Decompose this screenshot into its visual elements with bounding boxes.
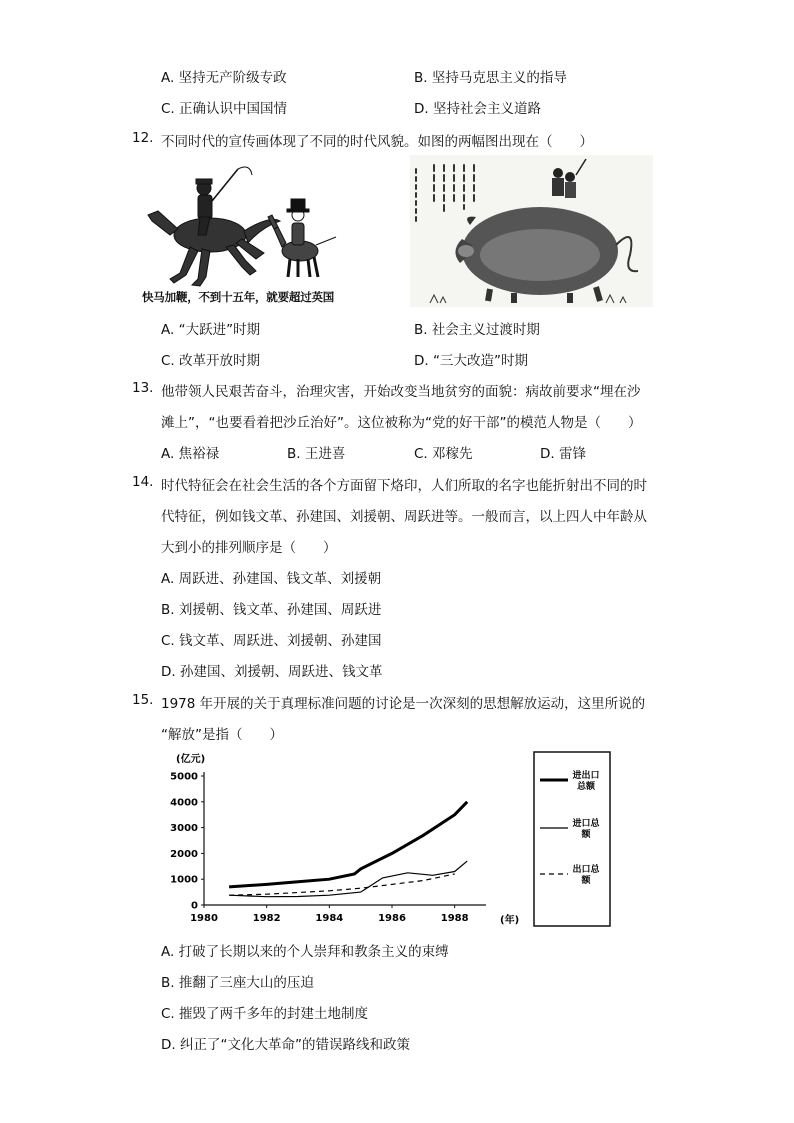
y-tick-label: 5000 bbox=[170, 771, 198, 783]
q12-option-d: D. “三大改造”时期 bbox=[414, 353, 528, 369]
q12-option-b: B. 社会主义过渡时期 bbox=[414, 322, 540, 338]
series-line-2 bbox=[229, 861, 467, 897]
q15-number: 15. bbox=[132, 692, 154, 708]
legend-label-1-line1: 进出口 bbox=[572, 771, 600, 781]
q14-stem-line2: 代特征，例如钱文革、孙建国、刘援朝、周跃进等。一般而言，以上四人中年龄从 bbox=[161, 509, 647, 525]
q12-number: 12. bbox=[132, 130, 154, 146]
q15-option-a: A. 打破了长期以来的个人崇拜和教条主义的束缚 bbox=[161, 944, 449, 960]
q14-option-d: D. 孙建国、刘援朝、周跃进、钱文革 bbox=[161, 664, 383, 680]
q13-stem-line1: 他带领人民艰苦奋斗，治理灾害，开始改变当地贫穷的面貌：病故前要求“埋在沙 bbox=[161, 384, 641, 400]
y-axis-unit-label: (亿元) bbox=[176, 754, 206, 765]
q15-stem-line1: 1978 年开展的关于真理标准问题的讨论是一次深刻的思想解放运动，这里所说的 bbox=[161, 696, 646, 712]
q11-option-b: B. 坚持马克思主义的指导 bbox=[414, 70, 567, 86]
x-tick-label: 1984 bbox=[315, 913, 344, 924]
legend-label-2-line2: 额 bbox=[581, 830, 591, 840]
q14-option-c: C. 钱文革、周跃进、刘援朝、孙建国 bbox=[161, 633, 382, 649]
q15-stem-line2: “解放”是指（ ） bbox=[161, 727, 283, 743]
q14-option-a: A. 周跃进、孙建国、钱文革、刘援朝 bbox=[161, 571, 382, 587]
q14-stem-line3: 大到小的排列顺序是（ ） bbox=[161, 540, 337, 556]
trade-line-chart-svg bbox=[168, 750, 614, 930]
x-tick-label: 1982 bbox=[252, 913, 281, 924]
x-axis-unit-label: (年) bbox=[500, 915, 520, 926]
q14-option-b: B. 刘援朝、钱文革、孙建国、周跃进 bbox=[161, 602, 382, 618]
q11-option-c: C. 正确认识中国国情 bbox=[161, 101, 288, 117]
q13-option-b: B. 王进喜 bbox=[287, 446, 346, 462]
y-tick-label: 2000 bbox=[170, 848, 198, 860]
q15-option-c: C. 摧毁了两千多年的封建土地制度 bbox=[161, 1006, 369, 1022]
q12-option-a: A. “大跃进”时期 bbox=[161, 322, 261, 338]
poster-giant-pig bbox=[410, 155, 653, 307]
q11-option-a: A. 坚持无产阶级专政 bbox=[161, 70, 287, 86]
series-line-1 bbox=[229, 802, 467, 887]
x-tick-label: 1988 bbox=[440, 913, 469, 924]
legend-label-2-line1: 进口总 bbox=[572, 819, 600, 829]
x-tick-label: 1986 bbox=[378, 913, 406, 924]
q13-stem-line2: 滩上”，“也要看着把沙丘治好”。这位被称为“党的好干部”的模范人物是（ ） bbox=[161, 415, 642, 431]
y-tick-label: 0 bbox=[191, 900, 198, 912]
legend-label-3-line1: 出口总 bbox=[572, 865, 600, 875]
q15-option-b: B. 推翻了三座大山的压迫 bbox=[161, 975, 314, 991]
poster-horse-donkey-drawing bbox=[140, 155, 338, 307]
poster1-caption: 快马加鞭，不到十五年，就要超过英国 bbox=[142, 290, 335, 304]
y-tick-label: 3000 bbox=[170, 823, 198, 835]
q13-option-a: A. 焦裕禄 bbox=[161, 446, 220, 462]
poster-horse-donkey bbox=[140, 155, 338, 307]
y-tick-label: 4000 bbox=[170, 797, 198, 809]
q13-option-d: D. 雷锋 bbox=[540, 446, 586, 462]
y-tick-label: 1000 bbox=[170, 874, 198, 886]
q12-stem: 不同时代的宣传画体现了不同的时代风貌。如图的两幅图出现在（ ） bbox=[161, 134, 593, 150]
poster-giant-pig-drawing bbox=[410, 155, 653, 307]
q15-option-d: D. 纠正了“文化大革命”的错误路线和政策 bbox=[161, 1037, 410, 1053]
q14-number: 14. bbox=[132, 474, 154, 490]
trade-line-chart bbox=[168, 750, 614, 930]
x-tick-label: 1980 bbox=[190, 913, 218, 924]
legend-label-1-line2: 总额 bbox=[576, 782, 596, 792]
legend-label-3-line2: 额 bbox=[581, 876, 591, 886]
q13-number: 13. bbox=[132, 380, 154, 396]
q13-option-c: C. 邓稼先 bbox=[414, 446, 473, 462]
q11-option-d: D. 坚持社会主义道路 bbox=[414, 101, 541, 117]
q12-option-c: C. 改革开放时期 bbox=[161, 353, 261, 369]
q14-stem-line1: 时代特征会在社会生活的各个方面留下烙印，人们所取的名字也能折射出不同的时 bbox=[161, 478, 647, 494]
